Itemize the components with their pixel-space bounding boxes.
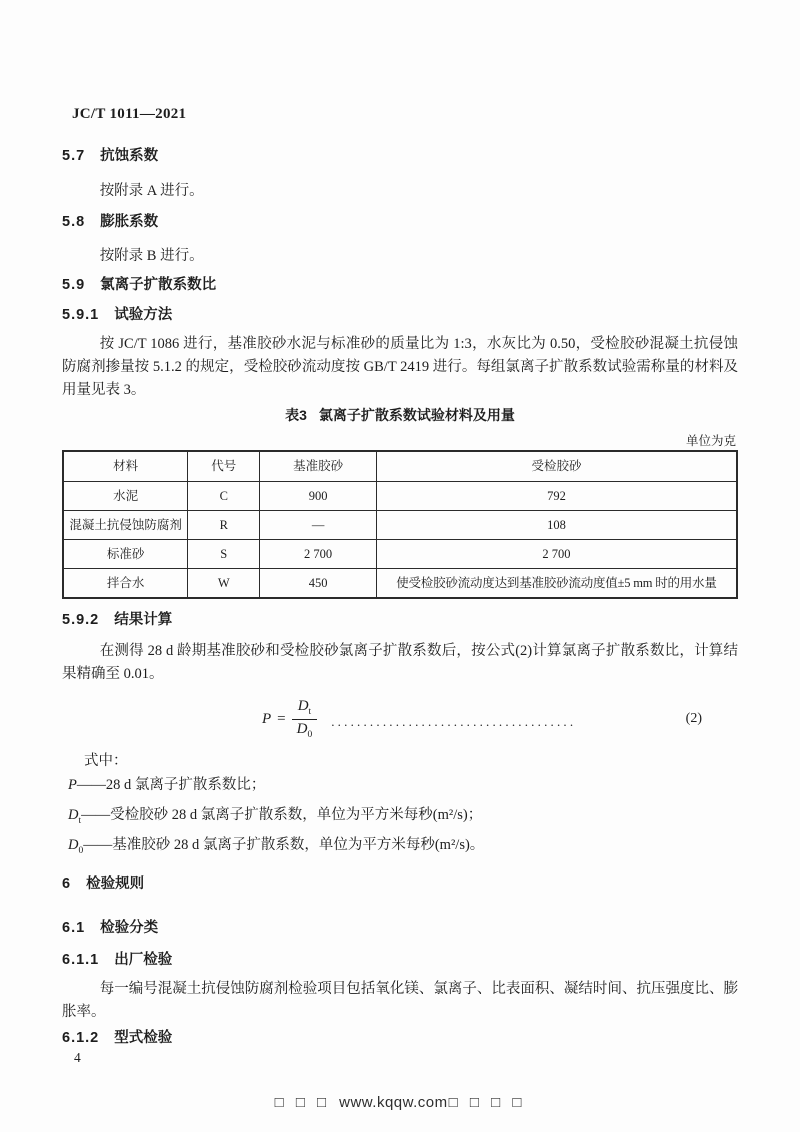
table3-cell: 792 <box>376 482 737 511</box>
table3-cell: 2 700 <box>376 540 737 569</box>
section-number: 6.1 <box>62 919 86 936</box>
table3-cell: 混凝土抗侵蚀防腐剂 <box>63 511 188 540</box>
standard-number-header: JC/T 1011—2021 <box>72 106 187 122</box>
symbol-subscript: 0 <box>78 845 84 856</box>
section-title: 抗蚀系数 <box>100 148 159 164</box>
table-row <box>63 511 737 540</box>
symbol-description: ——基准胶砂 28 d 氯离子扩散系数，单位为平方米每秒(m²/s)。 <box>83 836 485 853</box>
table3-caption <box>62 405 738 425</box>
formula-equals: = <box>277 710 286 727</box>
where-item-P <box>68 773 738 803</box>
section-title: 检验分类 <box>100 919 159 936</box>
section-heading-5-9-2 <box>62 610 738 630</box>
symbol-description: ——受检胶砂 28 d 氯离子扩散系数，单位为平方米每秒(m²/s)； <box>81 806 483 823</box>
section-heading-6 <box>62 874 738 894</box>
section-title: 氯离子扩散系数比 <box>100 277 217 293</box>
table3-header-code: 代号 <box>188 451 260 482</box>
table-row <box>63 540 737 569</box>
symbol-description: ——28 d 氯离子扩散系数比； <box>76 777 266 793</box>
watermark-suffix-boxes: □ □ □ □ <box>448 1094 526 1111</box>
symbol-subscript: t <box>78 815 82 826</box>
fraction-denominator <box>292 720 318 741</box>
table3-cell: 2 700 <box>260 540 377 569</box>
symbol: P <box>68 777 77 793</box>
table3-cell: 450 <box>260 569 377 599</box>
section-number: 6 <box>62 875 72 892</box>
watermark <box>0 1094 800 1111</box>
page-number: 4 <box>74 1050 81 1065</box>
section-5-9-1-body: 按 JC/T 1086 进行，基准胶砂水泥与标准砂的质量比为 1:3，水灰比为 0.50，受检胶砂混凝土抗侵蚀防腐剂掺量按 5.1.2 的规定，受检胶砂流动度按 GB/T 2419 进行。每组氯离子扩散系数试验需称量的材料及用量见表 3。 <box>62 336 738 398</box>
table-row <box>63 482 737 511</box>
table3-header-row <box>63 451 737 482</box>
section-5-7-body: 按附录 A 进行。 <box>99 183 204 199</box>
section-number: 5.8 <box>62 214 86 230</box>
symbol: D <box>68 806 79 823</box>
section-title: 膨胀系数 <box>100 214 159 230</box>
table3-cell: 水泥 <box>63 482 188 511</box>
where-label: 式中： <box>84 753 128 769</box>
section-heading-5-9-1 <box>62 305 738 325</box>
table3-cell: C <box>188 482 260 511</box>
table3-cell: W <box>188 569 260 599</box>
table3-header-test-mortar: 受检胶砂 <box>376 451 737 482</box>
table3-caption-title: 氯离子扩散系数试验材料及用量 <box>318 407 515 423</box>
where-item-Dt <box>68 803 738 833</box>
section-title: 检验规则 <box>86 875 145 892</box>
table3-header-reference-mortar: 基准胶砂 <box>260 451 377 482</box>
table3-cell: — <box>260 511 377 540</box>
section-number: 5.9.2 <box>62 612 100 628</box>
section-heading-6-1-2 <box>62 1028 738 1048</box>
section-6-1-1-body: 每一编号混凝土抗侵蚀防腐剂检验项目包括氧化镁、氯离子、比表面积、凝结时间、抗压强度比、膨胀率。 <box>62 980 738 1020</box>
formula-number: (2) <box>685 711 702 726</box>
formula-2 <box>262 696 702 742</box>
formula-lhs: P <box>262 710 272 727</box>
section-title: 型式检验 <box>114 1029 173 1046</box>
section-heading-5-8 <box>62 212 738 232</box>
numerator-base: D <box>297 697 309 714</box>
denominator-subscript: 0 <box>307 729 313 740</box>
table3-cell: 900 <box>260 482 377 511</box>
formula-dot-leader: ...................................... <box>331 714 577 729</box>
table3-cell: 108 <box>376 511 737 540</box>
formula-fraction <box>292 698 318 741</box>
numerator-subscript: t <box>308 706 312 717</box>
section-number: 5.9.1 <box>62 307 100 323</box>
where-item-D0 <box>68 833 738 863</box>
section-heading-6-1 <box>62 918 738 938</box>
table3-header-material: 材料 <box>63 451 188 482</box>
table-row <box>63 569 737 599</box>
section-heading-5-7 <box>62 146 738 166</box>
table3 <box>62 450 738 599</box>
section-title: 结果计算 <box>114 612 173 628</box>
symbol: D <box>68 836 79 853</box>
table3-cell-water-note: 使受检胶砂流动度达到基准胶砂流动度值±5 mm 时的用水量 <box>376 569 737 599</box>
watermark-url: www.kqqw.com <box>339 1094 448 1111</box>
table3-cell: S <box>188 540 260 569</box>
table3-unit-note: 单位为克 <box>685 434 736 448</box>
table3-cell: 标准砂 <box>63 540 188 569</box>
table3-caption-number: 表3 <box>285 407 307 423</box>
section-5-9-2-body: 在测得 28 d 龄期基准胶砂和受检胶砂氯离子扩散系数后，按公式(2)计算氯离子扩散系数比，计算结果精确至 0.01。 <box>62 643 738 682</box>
table3-cell: R <box>188 511 260 540</box>
table3-cell: 拌合水 <box>63 569 188 599</box>
section-number: 5.9 <box>62 277 86 293</box>
section-heading-6-1-1 <box>62 950 738 970</box>
section-number: 6.1.1 <box>62 951 100 968</box>
section-number: 5.7 <box>62 148 86 164</box>
watermark-prefix-boxes: □ □ □ <box>274 1094 331 1111</box>
section-number: 6.1.2 <box>62 1029 100 1046</box>
section-heading-5-9 <box>62 275 738 295</box>
section-title: 试验方法 <box>114 307 173 323</box>
section-title: 出厂检验 <box>114 951 173 968</box>
denominator-base: D <box>296 720 308 737</box>
section-5-8-body: 按附录 B 进行。 <box>99 248 204 264</box>
fraction-numerator <box>292 698 318 720</box>
